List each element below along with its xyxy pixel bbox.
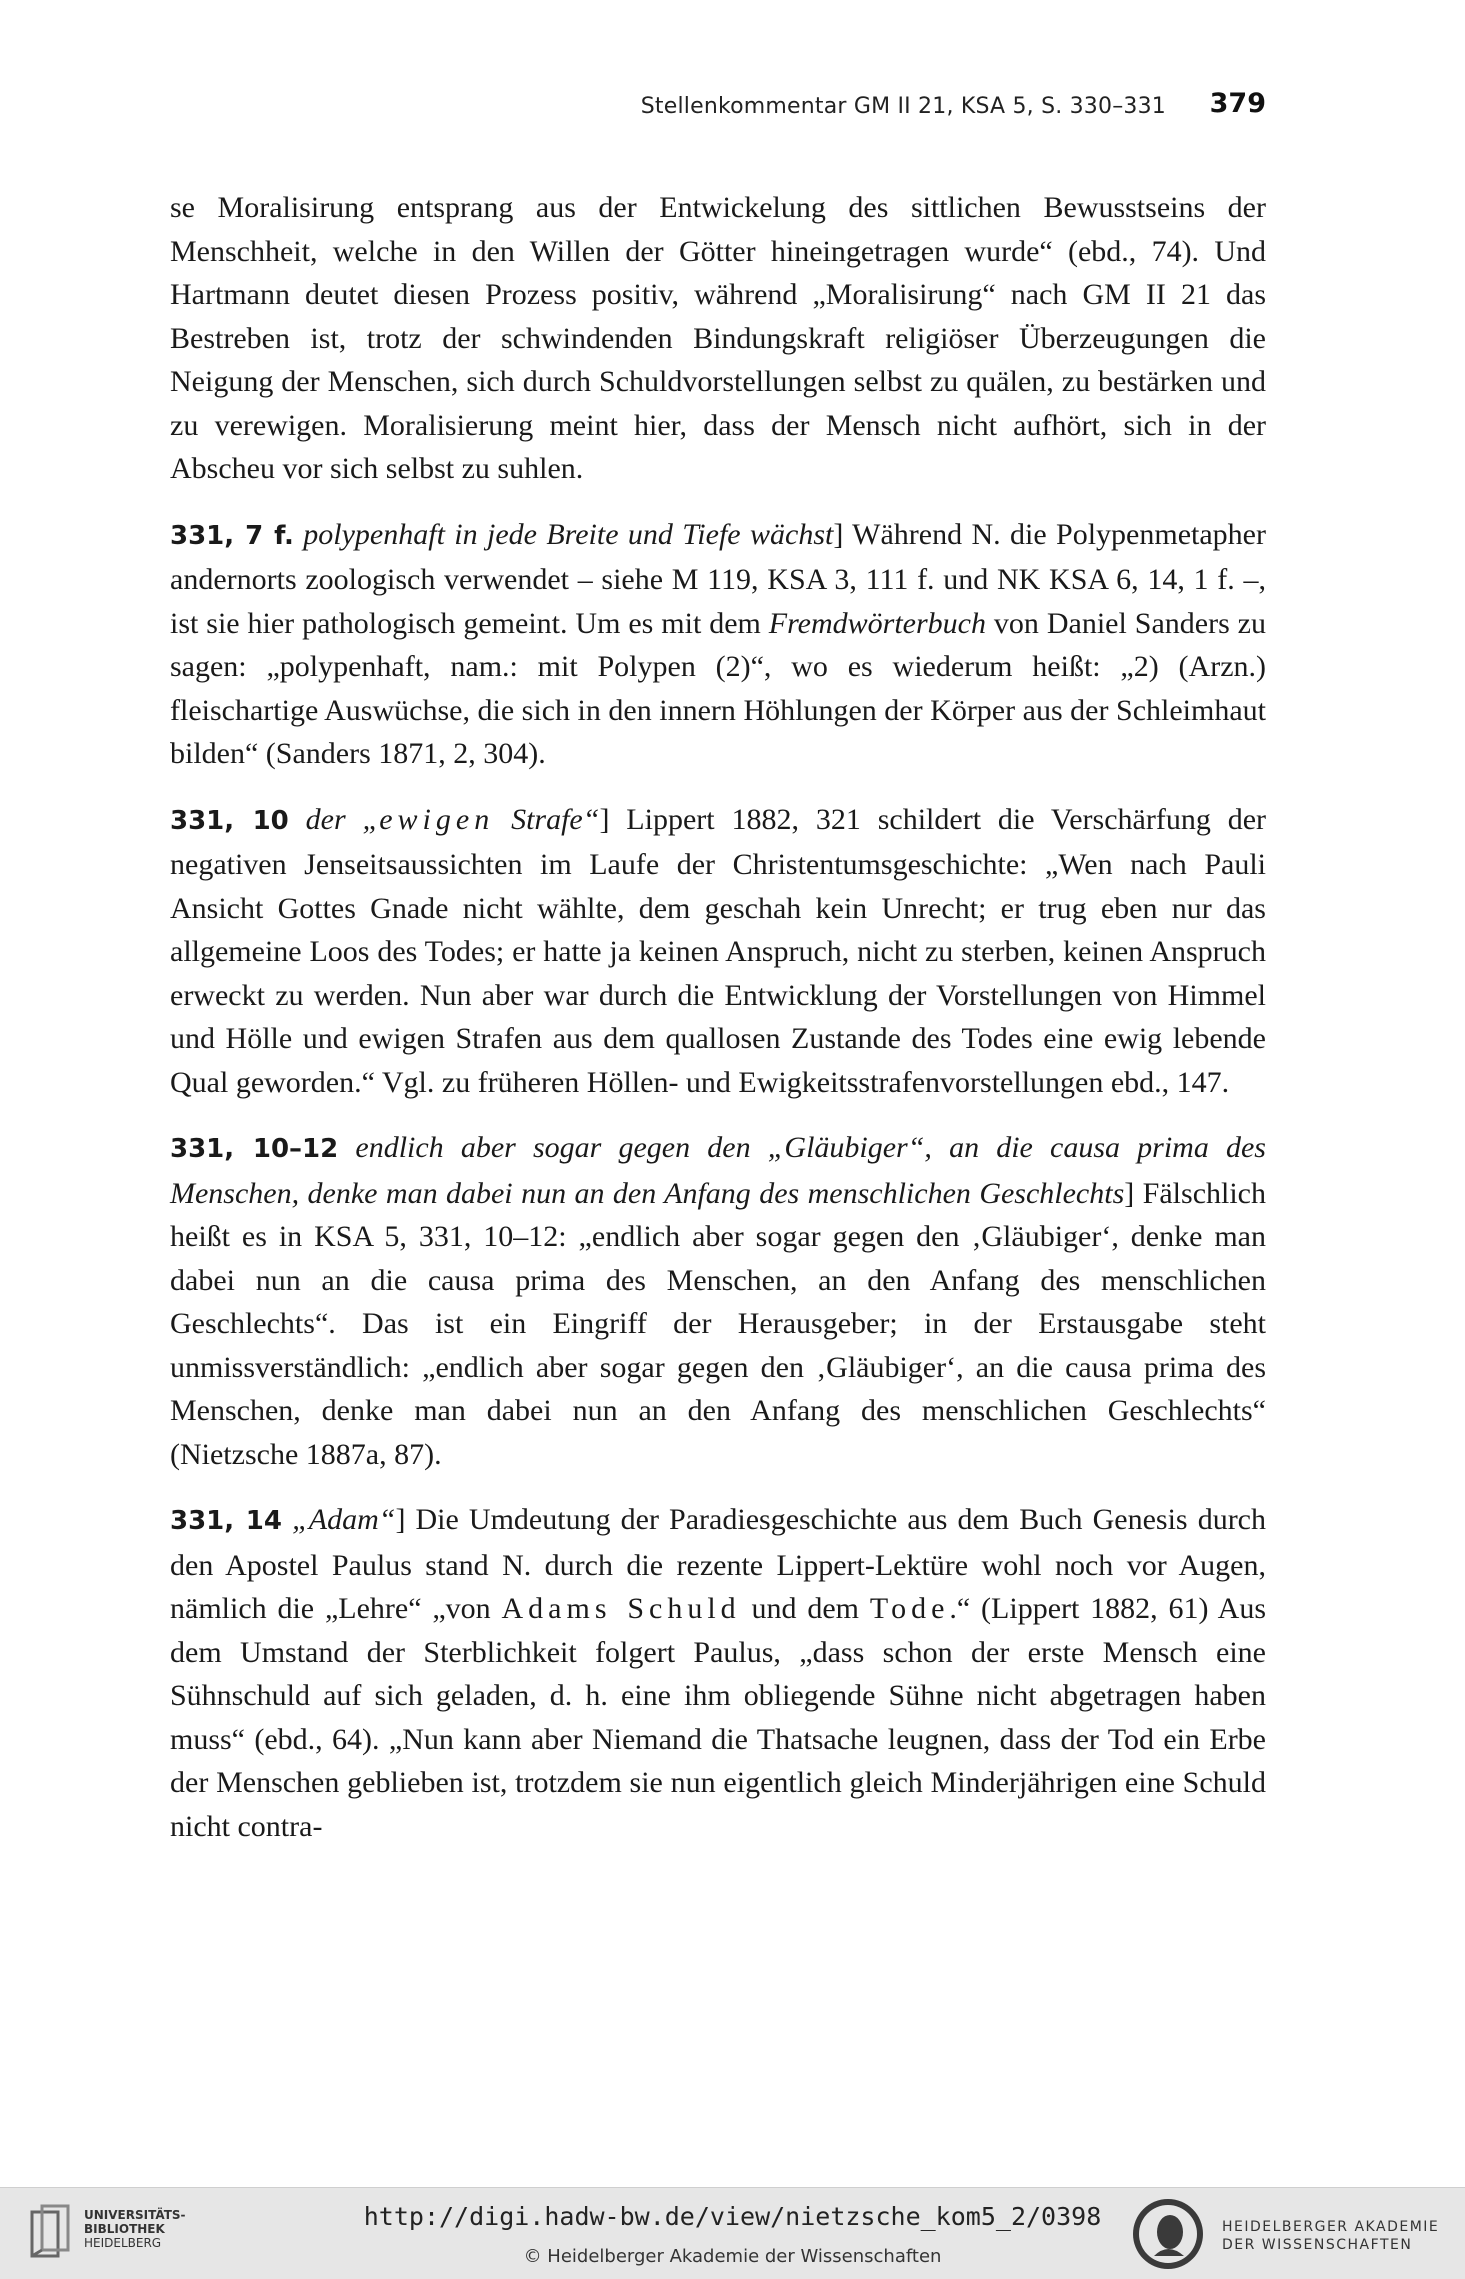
line-reference: 331, 7 f. <box>170 520 294 551</box>
line-reference: 331, 14 <box>170 1506 282 1536</box>
entry-text: und dem <box>740 1592 870 1625</box>
spaced-emphasis: Adams Schuld <box>501 1592 741 1625</box>
lemma <box>306 803 600 836</box>
entry-text: ] Lippert 1882, 321 schildert die Verschärfung der negativen Jenseitsaussichten im Laufe der Christentumsgeschichte: „Wen nach Pauli Ansicht Gottes Gnade nicht wählte, dem geschah kein Unrecht; er trug eben nur das allgemeine Loos des Todes; er hatte ja keinen Anspruch, nicht zu sterben, keinen Anspruch erweckt zu werden. Nun aber war durch die Entwicklung der Vorstellungen von Himmel und Hölle und ewigen Strafen aus dem quallosen Zustande des Todes eine ewig lebende Qual geworden.“ Vgl. zu früheren Höllen- und Ewigkeitsstrafenvorstellungen ebd., 147. <box>170 802 1267 1099</box>
page-header <box>170 88 1266 128</box>
lemma: polypenhaft in jede Breite und Tiefe wächst <box>303 517 834 551</box>
entry-text: von Daniel Sanders zu sagen: „polypenhaft, nam.: mit Polypen (2)“, wo es wiederum heißt: „2) (Arzn.) fleischartige Auswüchse, die sich in den innern Höhlungen der Körper aus der Schleimhaut bilden“ (Sanders 1871, 2, 304). <box>170 606 1266 770</box>
line-reference: 331, 10–12 <box>170 1134 339 1164</box>
commentary-entry-331-10-12 <box>170 1126 1266 1476</box>
digitization-footer <box>0 2187 1465 2279</box>
paragraph-text: se Moralisirung entsprang aus der Entwickelung des sittlichen Bewusstseins der Menschheit, welche in den Willen der Götter hineingetragen wurde“ (ebd., 74). Und Hartmann deutet diesen Prozess positiv, während „Moralisirung“ nach GM II 21 das Bestreben ist, trotz der schwindenden Bindungskraft religiöser Überzeugungen die Neigung der Menschen, sich durch Schuldvorstellungen selbst zu quälen, zu bestärken und zu verewigen. Moralisierung meint hier, dass der Mensch nicht aufhört, sich in der Abscheu vor sich selbst zu suhlen. <box>170 191 1266 485</box>
lemma-spaced: ewigen <box>379 802 495 836</box>
academy-name-line: DER WISSENSCHAFTEN <box>1222 2237 1413 2253</box>
permalink-url[interactable]: http://digi.hadw-bw.de/view/nietzsche_kom5_2/0398 <box>363 2202 1102 2231</box>
academy-name-line: HEIDELBERGER AKADEMIE <box>1222 2219 1440 2235</box>
entry-text: .“ (Lippert 1882, 61) Aus dem Umstand der Sterblichkeit folgert Paulus, „dass schon der erste Mensch eine Sühnschuld auf sich geladen, d. h. eine ihm obliegende Sühne nicht abgetragen haben muss“ (ebd., 64). „Nun kann aber Niemand die Thatsache leugnen, dass der Tod ein Erbe der Menschen geblieben ist, trotzdem sie nun eigentlich gleich Minderjährigen eine Schuld nicht contra- <box>170 1592 1267 1843</box>
page-number: 379 <box>1209 88 1266 119</box>
lemma-part: Strafe“ <box>494 802 600 836</box>
lemma: endlich aber sogar gegen den „Gläubiger“, an die causa prima des Menschen, denke man dabei nun an den Anfang des menschlichen Geschlechts <box>170 1131 1266 1210</box>
library-name-line: UNIVERSITÄTS- <box>84 2208 186 2222</box>
commentary-entry-331-10 <box>170 798 1266 1105</box>
commentary-body <box>170 186 1266 1870</box>
commentary-entry-331-7 <box>170 513 1266 776</box>
lemma: „Adam“ <box>292 1503 396 1536</box>
academy-name <box>1222 2218 1439 2254</box>
paragraph-1 <box>170 186 1266 491</box>
running-head: Stellenkommentar GM II 21, KSA 5, S. 330–331 <box>640 94 1166 119</box>
line-reference: 331, 10 <box>170 805 289 836</box>
commentary-entry-331-14 <box>170 1498 1266 1848</box>
lemma-part: der „ <box>305 802 380 836</box>
academy-logo[interactable] <box>1130 2196 1450 2272</box>
entry-text: ] Fälschlich heißt es in KSA 5, 331, 10–12: „endlich aber sogar gegen den ‚Gläubiger‘, denke man dabei nun an die causa prima des Menschen, an den Anfang des menschlichen Geschlechts“. Das ist ein Eingriff der Herausgeber; in der Erstausgabe steht unmissverständlich: „endlich aber sogar gegen den ‚Gläubiger‘, an die causa prima des Menschen, denke man dabei nun an den Anfang des menschlichen Geschlechts“ (Nietzsche 1887a, 87). <box>170 1176 1266 1471</box>
library-name-line: HEIDELBERG <box>84 2236 162 2250</box>
academy-seal-icon <box>1130 2196 1206 2272</box>
entry-text: ] Während N. die Polypenmetapher andernorts zoologisch verwendet – siehe M 119, KSA 3, 111 f. und NK KSA 6, 14, 1 f. –, ist sie hier pathologisch gemeint. Um es mit dem <box>170 517 1266 640</box>
italic-term: Fremdwörterbuch <box>768 606 986 640</box>
copyright-notice: © Heidelberger Akademie der Wissenschaften <box>523 2246 942 2267</box>
entry-text: ] Die Umdeutung der Paradiesgeschichte aus dem Buch Genesis durch den Apostel Paulus stand N. durch die rezente Lippert-Lektüre wohl noch vor Augen, nämlich die „Lehre“ „von <box>170 1503 1266 1625</box>
library-name-line: BIBLIOTHEK <box>84 2222 165 2236</box>
spaced-emphasis: Tode <box>869 1592 950 1625</box>
